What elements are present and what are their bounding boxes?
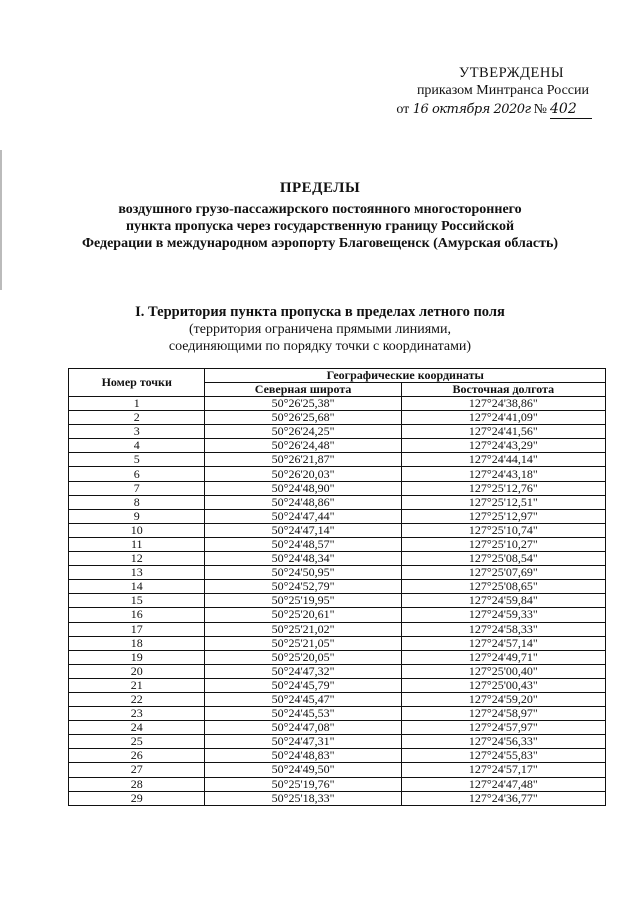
longitude-cell: 127°24'59,33" <box>401 608 605 622</box>
point-number-cell: 2 <box>69 411 205 425</box>
latitude-cell: 50°25'20,05" <box>205 650 401 664</box>
title-main: ПРЕДЕЛЫ <box>279 180 361 196</box>
table-row <box>69 594 606 608</box>
latitude-cell: 50°24'48,83" <box>205 749 401 763</box>
point-number-cell: 6 <box>69 467 205 481</box>
latitude-cell: 50°24'45,79" <box>205 678 401 692</box>
latitude-cell: 50°25'19,76" <box>205 777 401 791</box>
longitude-cell: 127°25'10,74" <box>401 523 605 537</box>
latitude-cell: 50°24'47,31" <box>205 735 401 749</box>
table-row <box>69 439 606 453</box>
point-number-cell: 23 <box>69 707 205 721</box>
header-point-number: Номер точки <box>69 369 205 397</box>
handwritten-number: 402 <box>550 100 592 119</box>
section-heading: I. Территория пункта пропуска в пределах летного поля <box>135 304 505 320</box>
point-number-cell: 5 <box>69 453 205 467</box>
table-row <box>69 636 606 650</box>
latitude-cell: 50°24'45,53" <box>205 707 401 721</box>
latitude-cell: 50°26'25,68" <box>205 411 401 425</box>
longitude-cell: 127°24'43,18" <box>401 467 605 481</box>
table-row <box>69 566 606 580</box>
latitude-cell: 50°25'20,61" <box>205 608 401 622</box>
point-number-cell: 4 <box>69 439 205 453</box>
latitude-cell: 50°25'21,05" <box>205 636 401 650</box>
latitude-cell: 50°25'18,33" <box>205 791 401 805</box>
latitude-cell: 50°24'48,34" <box>205 552 401 566</box>
point-number-cell: 16 <box>69 608 205 622</box>
table-row <box>69 707 606 721</box>
table-row <box>69 425 606 439</box>
point-number-cell: 15 <box>69 594 205 608</box>
longitude-cell: 127°25'07,69" <box>401 566 605 580</box>
point-number-cell: 22 <box>69 692 205 706</box>
table-row <box>69 622 606 636</box>
table-row <box>69 692 606 706</box>
point-number-cell: 25 <box>69 735 205 749</box>
longitude-cell: 127°25'08,65" <box>401 580 605 594</box>
table-row <box>69 650 606 664</box>
latitude-cell: 50°26'20,03" <box>205 467 401 481</box>
longitude-cell: 127°24'44,14" <box>401 453 605 467</box>
table-row <box>69 777 606 791</box>
table-row <box>69 791 606 805</box>
latitude-cell: 50°25'19,95" <box>205 594 401 608</box>
longitude-cell: 127°24'43,29" <box>401 439 605 453</box>
point-number-cell: 13 <box>69 566 205 580</box>
longitude-cell: 127°24'59,84" <box>401 594 605 608</box>
longitude-cell: 127°25'00,43" <box>401 678 605 692</box>
title-line-1: воздушного грузо-пассажирского постоянного многостороннего <box>118 202 522 217</box>
handwritten-date: 16 октября 2020г <box>412 102 531 117</box>
header-coordinates: Географические координаты <box>205 369 606 383</box>
table-row <box>69 721 606 735</box>
longitude-cell: 127°25'12,51" <box>401 495 605 509</box>
table-row <box>69 552 606 566</box>
longitude-cell: 127°24'56,33" <box>401 735 605 749</box>
latitude-cell: 50°26'24,48" <box>205 439 401 453</box>
coordinates-table-body <box>69 397 606 806</box>
latitude-cell: 50°26'24,25" <box>205 425 401 439</box>
point-number-cell: 10 <box>69 523 205 537</box>
table-row <box>69 523 606 537</box>
longitude-cell: 127°24'36,77" <box>401 791 605 805</box>
latitude-cell: 50°26'25,38" <box>205 397 401 411</box>
longitude-cell: 127°24'38,86" <box>401 397 605 411</box>
header-latitude: Северная широта <box>205 383 401 397</box>
table-row <box>69 608 606 622</box>
header-longitude: Восточная долгота <box>401 383 605 397</box>
title-line-3: Федерации в международном аэропорту Благовещенск (Амурская область) <box>81 236 559 251</box>
table-row <box>69 749 606 763</box>
table-row <box>69 397 606 411</box>
point-number-cell: 1 <box>69 397 205 411</box>
section-note-1: (территория ограничена прямыми линиями, <box>188 322 452 337</box>
longitude-cell: 127°24'57,14" <box>401 636 605 650</box>
point-number-cell: 17 <box>69 622 205 636</box>
longitude-cell: 127°25'08,54" <box>401 552 605 566</box>
table-row <box>69 664 606 678</box>
coordinates-table <box>68 368 606 806</box>
table-row <box>69 467 606 481</box>
latitude-cell: 50°24'50,95" <box>205 566 401 580</box>
approval-order-line: приказом Минтранса России <box>416 83 589 98</box>
latitude-cell: 50°24'45,47" <box>205 692 401 706</box>
point-number-cell: 14 <box>69 580 205 594</box>
section-header <box>0 304 640 355</box>
latitude-cell: 50°24'48,57" <box>205 537 401 551</box>
title-line-2: пункта пропуска через государственную границу Российской <box>125 219 515 234</box>
longitude-cell: 127°24'58,97" <box>401 707 605 721</box>
number-sign: № <box>533 102 547 117</box>
point-number-cell: 27 <box>69 763 205 777</box>
table-row <box>69 481 606 495</box>
point-number-cell: 8 <box>69 495 205 509</box>
document-title <box>0 180 640 252</box>
point-number-cell: 21 <box>69 678 205 692</box>
approval-block <box>0 64 600 119</box>
approval-date-line <box>0 100 600 119</box>
latitude-cell: 50°24'47,14" <box>205 523 401 537</box>
latitude-cell: 50°24'49,50" <box>205 763 401 777</box>
table-row <box>69 580 606 594</box>
longitude-cell: 127°24'41,56" <box>401 425 605 439</box>
section-note-2: соединяющими по порядку точки с координатами) <box>168 339 472 354</box>
table-row <box>69 453 606 467</box>
point-number-cell: 18 <box>69 636 205 650</box>
point-number-cell: 3 <box>69 425 205 439</box>
longitude-cell: 127°24'41,09" <box>401 411 605 425</box>
table-row <box>69 537 606 551</box>
point-number-cell: 19 <box>69 650 205 664</box>
longitude-cell: 127°25'00,40" <box>401 664 605 678</box>
point-number-cell: 7 <box>69 481 205 495</box>
table-row <box>69 735 606 749</box>
longitude-cell: 127°24'55,83" <box>401 749 605 763</box>
table-row <box>69 509 606 523</box>
latitude-cell: 50°24'52,79" <box>205 580 401 594</box>
latitude-cell: 50°24'48,86" <box>205 495 401 509</box>
latitude-cell: 50°24'48,90" <box>205 481 401 495</box>
point-number-cell: 11 <box>69 537 205 551</box>
point-number-cell: 20 <box>69 664 205 678</box>
latitude-cell: 50°26'21,87" <box>205 453 401 467</box>
date-prefix: от <box>396 102 410 117</box>
longitude-cell: 127°24'59,20" <box>401 692 605 706</box>
longitude-cell: 127°24'49,71" <box>401 650 605 664</box>
table-row <box>69 763 606 777</box>
table-row <box>69 495 606 509</box>
point-number-cell: 26 <box>69 749 205 763</box>
point-number-cell: 24 <box>69 721 205 735</box>
longitude-cell: 127°24'57,17" <box>401 763 605 777</box>
point-number-cell: 9 <box>69 509 205 523</box>
longitude-cell: 127°24'58,33" <box>401 622 605 636</box>
point-number-cell: 28 <box>69 777 205 791</box>
point-number-cell: 29 <box>69 791 205 805</box>
latitude-cell: 50°24'47,08" <box>205 721 401 735</box>
longitude-cell: 127°24'47,48" <box>401 777 605 791</box>
approval-heading: УТВЕРЖДЕНЫ <box>458 65 564 81</box>
longitude-cell: 127°24'57,97" <box>401 721 605 735</box>
longitude-cell: 127°25'10,27" <box>401 537 605 551</box>
table-row <box>69 411 606 425</box>
longitude-cell: 127°25'12,76" <box>401 481 605 495</box>
longitude-cell: 127°25'12,97" <box>401 509 605 523</box>
table-row <box>69 678 606 692</box>
latitude-cell: 50°25'21,02" <box>205 622 401 636</box>
latitude-cell: 50°24'47,32" <box>205 664 401 678</box>
point-number-cell: 12 <box>69 552 205 566</box>
latitude-cell: 50°24'47,44" <box>205 509 401 523</box>
